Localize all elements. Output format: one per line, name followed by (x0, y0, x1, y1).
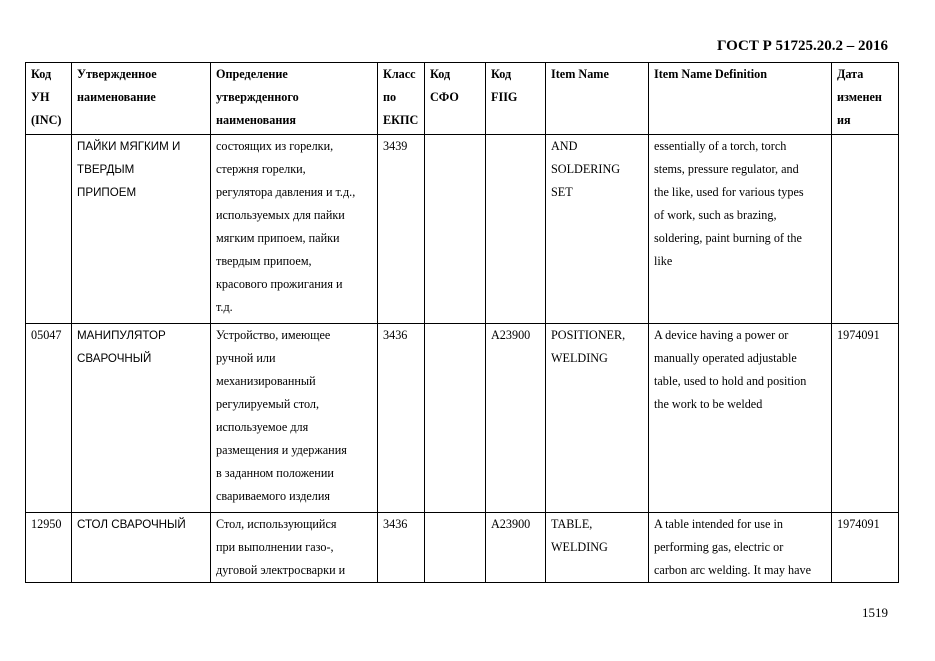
classification-table (25, 62, 899, 583)
header-line: Утвержденное (77, 67, 157, 81)
approved-name-cell (72, 324, 211, 513)
header-line: изменен (837, 90, 882, 104)
cell-line: stems, pressure regulator, and (654, 162, 799, 176)
header-definition (211, 63, 378, 135)
cell-value: 05047 (31, 328, 62, 342)
cell-line: Устройство, имеющее (216, 328, 331, 342)
cell-line: TABLE, (551, 517, 593, 531)
cell-line: при выполнении газо-, (216, 540, 334, 554)
cell-line: красового прожигания и (216, 277, 343, 291)
item-definition-cell (649, 513, 832, 583)
cell-line: the work to be welded (654, 397, 763, 411)
header-line: ия (837, 113, 851, 127)
cell-line: performing gas, electric or (654, 540, 784, 554)
cell-line: мягким припоем, пайки (216, 231, 340, 245)
class-cell (378, 513, 425, 583)
sfo-code-cell (425, 513, 486, 583)
header-inc (26, 63, 72, 135)
cell-value: 12950 (31, 517, 62, 531)
approved-name-cell (72, 135, 211, 324)
item-definition-cell (649, 324, 832, 513)
cell-line: СВАРОЧНЫЙ (77, 352, 152, 365)
class-cell (378, 324, 425, 513)
header-line: Дата (837, 67, 864, 81)
definition-cell (211, 324, 378, 513)
header-line: Код (491, 67, 512, 81)
cell-line: состоящих из горелки, (216, 139, 334, 153)
sfo-code-cell (425, 324, 486, 513)
cell-line: твердым припоем, (216, 254, 312, 268)
header-line: наименование (77, 90, 156, 104)
header-line: Определение (216, 67, 288, 81)
cell-line: т.д. (216, 300, 233, 314)
cell-line: of work, such as brazing, (654, 208, 777, 222)
header-line: Код (31, 67, 52, 81)
cell-line: carbon arc welding. It may have (654, 563, 812, 577)
header-fiig-code (486, 63, 546, 135)
item-name-cell (546, 135, 649, 324)
class-cell (378, 135, 425, 324)
page-number: 1519 (862, 605, 888, 620)
inc-cell (26, 513, 72, 583)
header-line: (INC) (31, 113, 62, 127)
change-date-cell (832, 513, 899, 583)
cell-value: A23900 (491, 328, 531, 342)
cell-line: в заданном положении (216, 466, 334, 480)
sfo-code-cell (425, 135, 486, 324)
header-line: Класс (383, 67, 416, 81)
cell-line: размещения и удержания (216, 443, 347, 457)
table-row (26, 135, 899, 324)
cell-line: the like, used for various types (654, 185, 804, 199)
cell-line: МАНИПУЛЯТОР (77, 329, 166, 342)
cell-value: 3436 (383, 328, 408, 342)
cell-line: стержня горелки, (216, 162, 306, 176)
header-item-name (546, 63, 649, 135)
header-line: СФО (430, 90, 459, 104)
cell-line: регулируемый стол, (216, 397, 320, 411)
change-date-cell (832, 324, 899, 513)
header-line: наименования (216, 113, 296, 127)
header-item-definition (649, 63, 832, 135)
header-line: Код (430, 67, 451, 81)
cell-line: дуговой электросварки и (216, 563, 346, 577)
item-name-cell (546, 513, 649, 583)
fiig-code-cell (486, 135, 546, 324)
cell-value: 1974091 (837, 517, 880, 531)
cell-value: A23900 (491, 517, 531, 531)
cell-line: регулятора давления и т.д., (216, 185, 356, 199)
change-date-cell (832, 135, 899, 324)
cell-line: используемое для (216, 420, 309, 434)
cell-value: 3439 (383, 139, 408, 153)
cell-line: свариваемого изделия (216, 489, 331, 503)
header-line: Item Name (551, 67, 609, 81)
inc-cell (26, 135, 72, 324)
cell-line: table, used to hold and position (654, 374, 807, 388)
cell-value: 1974091 (837, 328, 880, 342)
cell-line: soldering, paint burning of the (654, 231, 802, 245)
cell-line: A table intended for use in (654, 517, 783, 531)
cell-line: ПАЙКИ МЯГКИМ И (77, 140, 181, 153)
cell-value: 3436 (383, 517, 408, 531)
cell-line: механизированный (216, 374, 316, 388)
header-change-date (832, 63, 899, 135)
approved-name-cell (72, 513, 211, 583)
header-line: по (383, 90, 397, 104)
header-sfo-code (425, 63, 486, 135)
header-line: Item Name Definition (654, 67, 768, 81)
cell-line: essentially of a torch, torch (654, 139, 787, 153)
item-definition-cell (649, 135, 832, 324)
cell-line: ТВЕРДЫМ (77, 163, 135, 176)
cell-line: ручной или (216, 351, 276, 365)
cell-line: manually operated adjustable (654, 351, 797, 365)
definition-cell (211, 513, 378, 583)
cell-line: POSITIONER, (551, 328, 626, 342)
cell-line: ПРИПОЕМ (77, 186, 137, 199)
table-row (26, 513, 899, 583)
document-standard-header: ГОСТ Р 51725.20.2 – 2016 (716, 38, 888, 54)
cell-line: Стол, использующийся (216, 517, 337, 531)
table-row (26, 324, 899, 513)
header-line: утвержденного (216, 90, 299, 104)
header-line: ЕКПС (383, 113, 419, 127)
header-line: FIIG (491, 90, 518, 104)
cell-line: SET (551, 185, 573, 199)
cell-line: используемых для пайки (216, 208, 345, 222)
cell-line: A device having a power or (654, 328, 789, 342)
cell-line: WELDING (551, 540, 608, 554)
header-class (378, 63, 425, 135)
fiig-code-cell (486, 513, 546, 583)
definition-cell (211, 135, 378, 324)
fiig-code-cell (486, 324, 546, 513)
cell-line: WELDING (551, 351, 608, 365)
header-approved-name (72, 63, 211, 135)
table-header-row (26, 63, 899, 135)
header-line: УН (31, 90, 50, 104)
item-name-cell (546, 324, 649, 513)
inc-cell (26, 324, 72, 513)
cell-line: like (654, 254, 673, 268)
cell-line: SOLDERING (551, 162, 621, 176)
cell-line: СТОЛ СВАРОЧНЫЙ (77, 518, 186, 531)
cell-line: AND (551, 139, 578, 153)
